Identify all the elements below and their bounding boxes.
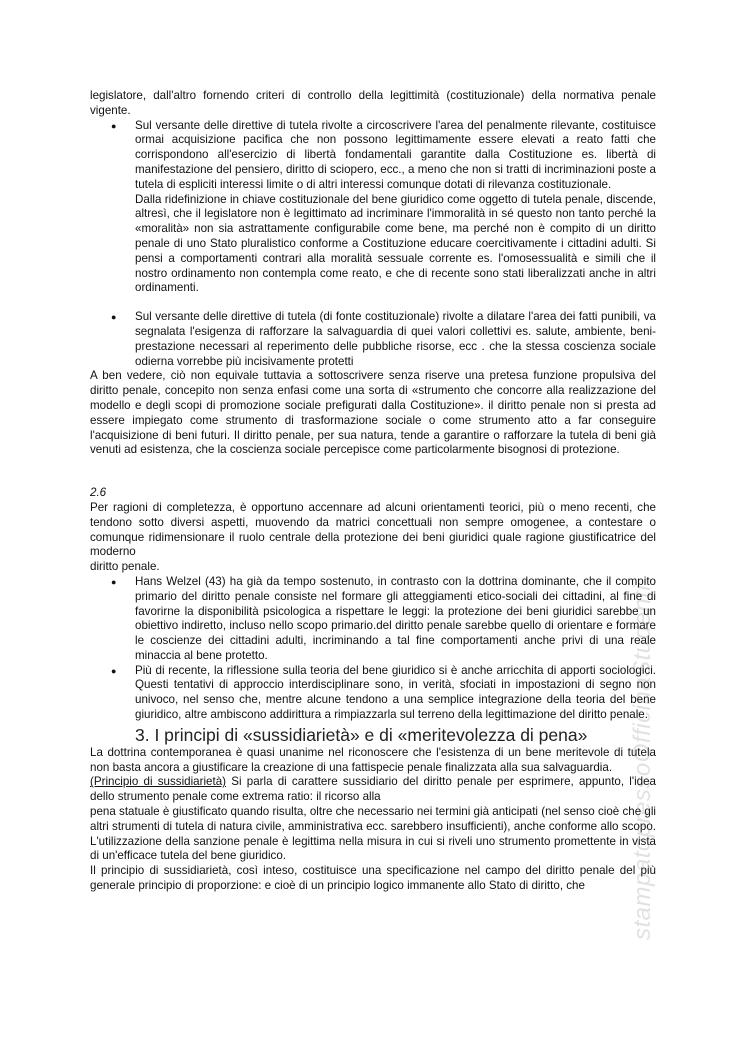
section-paragraph: Per ragioni di completezza, è opportuno accennare ad alcuni orientamenti teorici, più o meno recenti, che tendono sotto diversi aspetti, muovendo da matrici concettuali non sempre omogenee, a contestare o comunque ridimensionare il ruolo centrale della protezione dei beni giuridici quale ragione giustificatrice del moderno — [90, 500, 656, 559]
conclusion-paragraph: A ben vedere, ciò non equivale tuttavia a sottoscrivere senza riserve una pretesa funzione propulsiva del diritto penale, concepito non senza enfasi come una sorta di «strumento che concorre alla realizzazione del modello e degli scopi di promozione sociale prefigurati dalla Costituzione». il diritto penale non si presta ad essere impiegato come strumento di trasformazione sociale o come strumento atto a far conseguire l'acquisizione di beni futuri. Il diritto penale, per sua natura, tende a garantire o rafforzare la tutela di beni già venuti ad esistenza, che la coscienza sociale percepisce come particolarmente bisognosi di protezione. — [90, 369, 656, 457]
section-paragraph: La dottrina contemporanea è quasi unanime nel riconoscere che l'esistenza di un bene meritevole di tutela non basta ancora a giustificare la creazione di una fattispecie penale finalizzata alla sua salvaguardia. — [90, 745, 656, 774]
section-paragraph: Il principio di sussidiarietà, così inteso, costituisce una specificazione nel campo del diritto penale del più generale principio di proporzione: e cioè di un principio logico immanente allo Stato di diritto, che — [90, 864, 656, 893]
section-paragraph-tail: diritto penale. — [90, 560, 160, 574]
watermark-text: stampatopressoOfficinaStudenti — [629, 584, 656, 940]
list-item — [135, 575, 656, 664]
section-paragraph: pena statuale è giustificato quando risulta, oltre che necessario nei termini già anticipati (nel senso cioè che gli altri strumenti di tutela di natura civile, amministrativa ecc. sarebbero insufficienti), anche conforme allo scopo. L'utilizzazione della sanzione penale è legittima nella misura in cui si riveli uno strumento promettente in vista di un'efficace tutela del bene giuridico. — [90, 805, 656, 863]
subsidiarity-text: Si parla di carattere sussidiario del diritto penale per esprimere, appunto, l'idea dello strumento penale come extrema ratio: il ricorso alla — [90, 775, 656, 804]
bullet-text: Dalla ridefinizione in chiave costituzionale del bene giuridico come oggetto di tutela penale, discende, altresì, che il legislatore non è legittimato ad incriminare l'immoralità in sé questo non tanto perché la «moralità» non sia astrattamente configurabile come bene, ma perché non è compito di un diritto penale di uno Stato pluralistico conforme a Costituzione educare coercitivamente i cittadini adulti. Si pensi a comportamenti contrari alla moralità sessuale corrente es. l'omosessualità e simili che il nostro ordinamento non contempla come reato, e che di recente sono stati liberalizzati anche in altri ordinamenti. — [135, 192, 656, 295]
subsidiarity-paragraph — [90, 775, 656, 805]
section-heading: 3. I principi di «sussidiarietà» e di «meritevolezza di pena» — [135, 724, 588, 745]
bullet-text: ● Sul versante delle direttive di tutela rivolte a circoscrivere l'area del penalmente rilevante, costituisce ormai acquisizione pacifica che non possono legittimamente essere elevati a reato fatti che corrispondono all'esercizio di libertà fondamentali garantite dalla Costituzione es. libertà di manifestazione del pensiero, diritto di sciopero, ecc., a meno che non si tratti di incriminazioni poste a tutela di espliciti interessi limite o di altri interessi comunque dotati di rilevanza costituzionale. — [135, 118, 656, 191]
list-item — [135, 119, 656, 297]
intro-paragraph: legislatore, dall'altro fornendo criteri di controllo della legittimità (costituzionale) della normativa penale vigente. — [90, 89, 656, 117]
document-page — [90, 89, 656, 894]
list-item — [135, 310, 656, 369]
bullet-text: ● Sul versante delle direttive di tutela (di fonte costituzionale) rivolte a dilatare l'area dei fatti punibili, va segnalata l'esigenza di rafforzare la salvaguardia di quei valori collettivi es. salute, ambiente, beni-prestazione necessari al reperimento delle pubbliche risorse, ecc . che la stessa coscienza sociale odierna vorrebbe più incisivamente protetti — [135, 310, 656, 368]
bullet-list-1 — [90, 119, 656, 297]
bullet-list-2 — [90, 310, 656, 369]
subsidiarity-label: (Principio di sussidiarietà) — [90, 775, 227, 789]
list-item — [135, 664, 656, 723]
bullet-text: ● Hans Welzel (43) ha già da tempo sostenuto, in contrasto con la dottrina dominante, che il compito primario del diritto penale consiste nel formare gli atteggiamenti etico-sociali dei cittadini, al fine di favorirne la disponibilità psicologica a rispettare le leggi: la protezione dei beni giuridici sarebbe un obiettivo indiretto, incluso nello scopo primario.del diritto penale sarebbe quello di orientare e formare le coscienze dei cittadini adulti, incriminando a tal fine comportamenti anche privi di una reale minaccia al bene protetto. — [135, 574, 656, 662]
bullet-list-3 — [90, 575, 656, 723]
bullet-text: ● Più di recente, la riflessione sulla teoria del bene giuridico si è anche arricchita di apporti sociologici. Questi tentativi di approccio interdisciplinare sono, in verità, sfociati in impostazioni di segno non univoco, nel senso che, mentre alcune tendono a una semplice integrazione della teoria del bene giuridico, altre ambiscono addirittura a rimpiazzarla sul terreno della legittimazione del diritto penale. — [135, 663, 656, 722]
section-number: 2.6 — [90, 486, 107, 500]
